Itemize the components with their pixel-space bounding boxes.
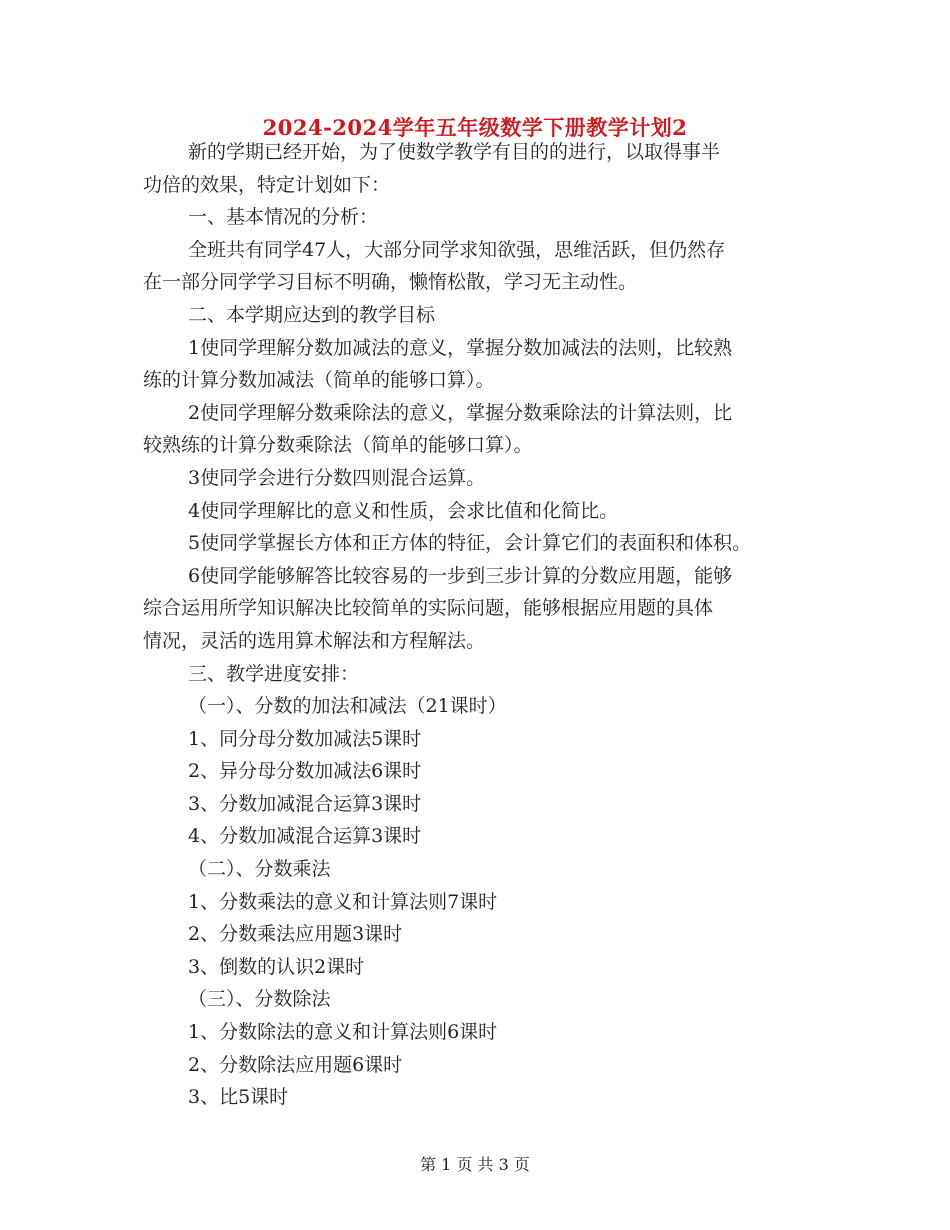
body-line: 三、教学进度安排：	[188, 662, 360, 685]
body-line: 2、分数乘法应用题3课时	[188, 923, 403, 946]
body-line: 练的计算分数加减法（简单的能够口算）。	[143, 369, 495, 392]
body-line: 在一部分同学学习目标不明确，懒惰松散，学习无主动性。	[143, 271, 638, 294]
body-line: 新的学期已经开始，为了使数学教学有目的的进行，以取得事半	[188, 141, 721, 163]
body-line: 5使同学掌握长方体和正方体的特征，会计算它们的表面积和体积。	[188, 532, 752, 555]
body-line: 2使同学理解分数乘除法的意义，掌握分数乘除法的计算法则，比	[188, 401, 733, 424]
body-line: 1、分数乘法的意义和计算法则7课时	[188, 890, 498, 913]
body-line: （一）、分数的加法和减法（21课时）	[188, 695, 507, 718]
body-line: 2、异分母分数加减法6课时	[188, 760, 422, 783]
page-footer: 第 1 页 共 3 页	[420, 1155, 530, 1174]
body-line: 4使同学理解比的意义和性质，会求比值和化简比。	[188, 499, 619, 522]
body-line: （三）、分数除法	[188, 988, 331, 1011]
body-line: 3、分数加减混合运算3课时	[188, 792, 422, 815]
body-line: 全班共有同学47人，大部分同学求知欲强，思维活跃，但仍然存	[188, 238, 726, 261]
document-body	[143, 136, 823, 1114]
body-line: 6使同学能够解答比较容易的一步到三步计算的分数应用题，能够	[188, 564, 733, 587]
body-line: 3、倒数的认识2课时	[188, 955, 365, 978]
body-line: 2、分数除法应用题6课时	[188, 1053, 403, 1076]
body-line: 1、分数除法的意义和计算法则6课时	[188, 1021, 498, 1044]
document-title: 2024-2024学年五年级数学下册教学计划2	[262, 115, 688, 140]
body-line: 较熟练的计算分数乘除法（简单的能够口算）。	[143, 434, 533, 457]
body-line: 功倍的效果，特定计划如下：	[143, 173, 391, 196]
body-line: 3、比5课时	[188, 1086, 289, 1109]
body-line: 1、同分母分数加减法5课时	[188, 727, 422, 750]
body-line: 一、基本情况的分析：	[188, 206, 379, 229]
body-line: （二）、分数乘法	[188, 858, 331, 881]
body-line: 二、本学期应达到的教学目标	[188, 303, 436, 326]
body-line: 4、分数加减混合运算3课时	[188, 825, 422, 848]
body-line: 综合运用所学知识解决比较简单的实际问题，能够根据应用题的具体	[143, 597, 714, 620]
body-line: 1使同学理解分数加减法的意义，掌握分数加减法的法则，比较熟	[188, 336, 733, 359]
body-line: 情况，灵活的选用算术解法和方程解法。	[143, 629, 486, 652]
body-line: 3使同学会进行分数四则混合运算。	[188, 466, 486, 489]
